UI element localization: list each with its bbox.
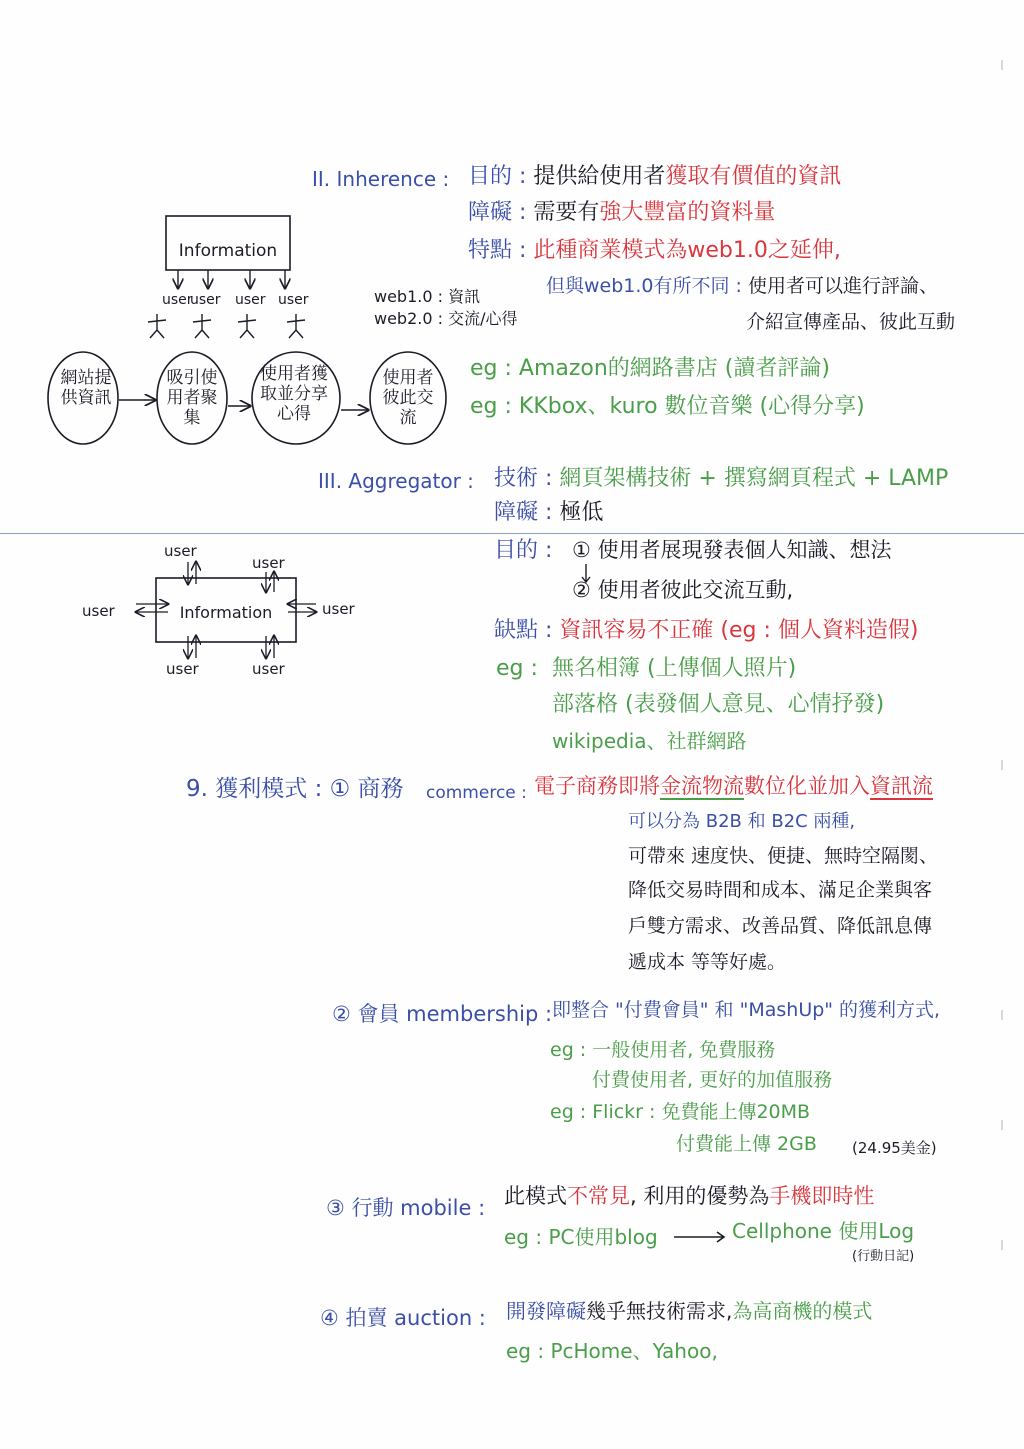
inherence-obstacle [468,200,775,225]
inherence-obstacle-label: 障礙 : [468,200,527,225]
aggregator-diagram [76,538,386,690]
auction-heading: ④ 拍賣 auction : [320,1306,486,1330]
commerce-text-d: 資訊流 [870,774,933,798]
inherence-obstacle-highlight: 強大豐富的資料量 [599,200,776,225]
aggregator-eg-label: eg : [496,656,538,681]
aggregator-purpose-2: ② 使用者彼此交流互動, [572,578,794,602]
aggregator-obstacle-label: 障礙 : [494,500,553,525]
flow-node-2-text: 吸引使用者聚集 [166,368,218,428]
long-arrow-icon [672,1230,728,1244]
aggregator-eg2: 部落格 (表發個人意見、心情抒發) [552,692,885,717]
commerce-line3: 可帶來 速度快、便捷、無時空隔閡、 [628,845,939,867]
membership-price: (24.95美金) [852,1139,937,1157]
page-edge-mark [1001,1010,1003,1020]
membership-eg1b: 付費使用者, 更好的加值服務 [592,1069,833,1091]
aggregator-eg3: wikipedia、社群網路 [552,729,747,753]
aggregator-purpose-label: 目的 : [494,538,553,563]
inherence-feature [468,238,841,263]
mobile-eg-b: Cellphone 使用Log [732,1219,915,1243]
aggregator-tech-text: 網頁架構技術 + 撰寫網頁程式 + LAMP [559,466,949,491]
user-label: user [164,542,197,560]
inherence-purpose-label: 目的 : [468,164,527,189]
auction-text-a: 開發障礙 [506,1299,586,1323]
mobile-text-b: 不常見 [567,1184,630,1208]
aggregator-weakness-label: 缺點 : [494,618,553,643]
inherence-obstacle-text: 需要有 [533,200,600,225]
auction-text-b: 幾乎無技術需求, [586,1299,733,1323]
commerce-text-c: 數位化並加入 [744,774,870,798]
aggregator-obstacle [494,500,603,525]
inherence-eg1: eg : Amazon的網路書店 (讀者評論) [470,356,830,381]
aggregator-weakness [494,618,918,643]
aggregator-tech-label: 技術 : [494,466,553,491]
mobile-note: (行動日記) [852,1249,915,1264]
commerce-text [534,774,933,798]
page-edge-mark [1001,760,1003,770]
mobile-text-a: 此模式 [504,1184,567,1208]
mobile-eg-a: eg : PC使用blog [504,1225,658,1249]
inherence-feature-label: 特點 : [468,238,527,263]
user-label: user [166,660,199,678]
inherence-feature-line1: 此種商業模式為web1.0之延伸, [533,238,841,263]
flow-node-4-text: 使用者彼此交流 [382,368,434,428]
user-label: user [190,292,221,308]
commerce-line6: 遞成本 等等好處。 [628,951,787,973]
mobile-text-d: 手機即時性 [769,1184,875,1208]
aggregator-purpose-1: ① 使用者展現發表個人知識、想法 [572,538,892,562]
inherence-purpose [468,164,841,189]
commerce-line4: 降低交易時間和成本、滿足企業與客 [628,879,933,901]
auction-text-c: 為高商機的模式 [732,1299,873,1323]
user-label: user [162,292,193,308]
profit-heading: 9. 獲利模式 : ① 商務 [186,776,404,802]
aggregator-obstacle-text: 極低 [559,500,604,525]
membership-text: 即整合 "付費會員" 和 "MashUp" 的獲利方式, [552,999,941,1021]
membership-heading: ② 會員 membership : [332,1002,553,1026]
information-box-label: Information [179,603,273,622]
page-edge-mark [1001,60,1003,70]
user-label: user [278,292,309,308]
inherence-feature-line2a: 但與web1.0有所不同 : [546,275,742,297]
user-label: user [82,602,115,620]
user-label: user [322,600,355,618]
auction-eg: eg : PcHome、Yahoo, [506,1339,718,1363]
inherence-feature-line3: 介紹宣傳產品、彼此互動 [746,311,956,333]
web2-note: web2.0 : 交流/心得 [374,309,518,328]
membership-eg2a: eg : Flickr : 免費能上傳20MB [550,1101,811,1123]
notebook-rule-line [0,533,1024,534]
mobile-text-c: , 利用的優勢為 [630,1184,770,1208]
stick-figures [148,314,305,338]
commerce-text-b: 金流物流 [660,774,744,798]
inherence-purpose-highlight: 獲取有價值的資訊 [665,164,842,189]
commerce-line5: 戶雙方需求、改善品質、降低訊息傳 [628,915,933,937]
auction-text [506,1300,872,1323]
user-label: user [252,660,285,678]
flow-node-1-text: 網站提供資訊 [60,368,112,408]
web1-note: web1.0 : 資訊 [374,287,481,306]
aggregator-tech [494,466,948,491]
membership-eg1a: eg : 一般使用者, 免費服務 [550,1039,776,1061]
commerce-text-a: 電子商務即將 [534,774,660,798]
aggregator-heading: III. Aggregator : [318,469,474,493]
inherence-heading: II. Inherence : [312,167,450,191]
membership-eg2b: 付費能上傳 2GB [676,1133,817,1155]
page-edge-mark [1001,1240,1003,1250]
inherence-eg2: eg : KKbox、kuro 數位音樂 (心得分享) [470,394,865,419]
user-label: user [252,554,285,572]
inherence-purpose-text: 提供給使用者 [533,164,666,189]
page-edge-mark [1001,1120,1003,1130]
aggregator-eg1: 無名相簿 (上傳個人照片) [552,656,797,681]
commerce-word: commerce : [426,783,527,803]
user-label: user [235,292,266,308]
information-box-label: Information [178,241,278,261]
inherence-feature-line2 [546,276,938,298]
aggregator-weakness-text: 資訊容易不正確 (eg : 個人資料造假) [559,618,919,643]
inherence-feature-line2b: 使用者可以進行評論、 [748,275,939,297]
mobile-text [504,1184,874,1208]
mobile-heading: ③ 行動 mobile : [326,1196,486,1220]
commerce-line2: 可以分為 B2B 和 B2C 兩種, [628,811,856,832]
flow-node-3-text: 使用者獲取並分享心得 [260,364,328,424]
